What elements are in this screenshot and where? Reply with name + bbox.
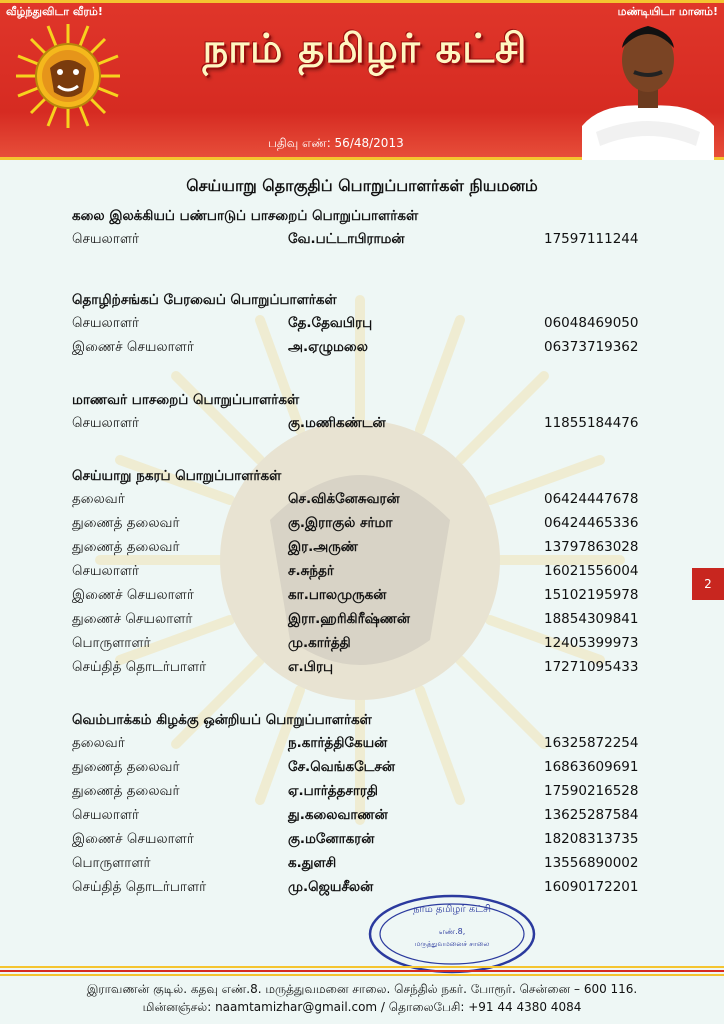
stamp-line-2: மருத்துவமனைச் சாலை xyxy=(414,940,490,948)
list-item xyxy=(72,731,652,755)
person-name: க.துளசி xyxy=(288,855,337,871)
role-label: செயலாளர் xyxy=(72,807,140,823)
role-label: துணைத் தலைவர் xyxy=(72,539,180,555)
role-label: தலைவர் xyxy=(72,735,125,751)
list-item xyxy=(72,559,652,583)
slogan-left: வீழ்ந்துவிடா வீரம்! xyxy=(6,5,103,18)
party-name-title: நாம் தமிழர் கட்சி xyxy=(202,26,528,72)
role-label: இணைச் செயலாளர் xyxy=(72,831,194,847)
list-item xyxy=(72,803,652,827)
section-title: தொழிற்சங்கப் பேரவைப் பொறுப்பாளர்கள் xyxy=(72,292,337,308)
phone-number: 16863609691 xyxy=(544,759,639,775)
appointments-list xyxy=(72,205,652,899)
phone-number: 06424465336 xyxy=(544,515,639,531)
phone-number: 17271095433 xyxy=(544,659,639,675)
phone-number: 06373719362 xyxy=(544,339,639,355)
list-item xyxy=(72,583,652,607)
phone-number: 17597111244 xyxy=(544,231,639,247)
list-item xyxy=(72,487,652,511)
phone-number: 18854309841 xyxy=(544,611,639,627)
section-students xyxy=(72,389,652,435)
person-name: மு.கார்த்தி xyxy=(288,635,351,651)
list-item xyxy=(72,335,652,359)
section-title: மாணவர் பாசறைப் பொறுப்பாளர்கள் xyxy=(72,392,300,408)
list-item xyxy=(72,827,652,851)
role-label: துணைத் தலைவர் xyxy=(72,783,180,799)
list-item xyxy=(72,411,652,435)
phone-number: 18208313735 xyxy=(544,831,639,847)
role-label: துணைச் செயலாளர் xyxy=(72,611,193,627)
list-item xyxy=(72,655,652,679)
list-item xyxy=(72,851,652,875)
footer-address: இராவணன் குடில். கதவு எண்.8. மருத்துவமனை சாலை. செந்தில் நகர். போரூர். சென்னை – 600 116. xyxy=(86,982,638,996)
page-number-tab: 2 xyxy=(692,568,724,600)
phone-number: 06048469050 xyxy=(544,315,639,331)
list-item xyxy=(72,535,652,559)
phone-number: 11855184476 xyxy=(544,415,639,431)
person-name: இர.அருண் xyxy=(288,539,358,555)
role-label: செயலாளர் xyxy=(72,231,140,247)
slogan-right: மண்டியிடா மானம்! xyxy=(617,5,718,18)
person-name: எ.பிரபு xyxy=(288,659,333,675)
person-name: வே.பட்டாபிராமன் xyxy=(288,231,405,247)
list-item xyxy=(72,631,652,655)
tiger-emblem-icon xyxy=(14,22,122,130)
person-name: கு.மணிகண்டன் xyxy=(288,415,386,431)
phone-number: 16325872254 xyxy=(544,735,639,751)
phone-number: 13556890002 xyxy=(544,855,639,871)
section-title: வெம்பாக்கம் கிழக்கு ஒன்றியப் பொறுப்பாளர்கள் xyxy=(72,712,372,728)
footer-contact: மின்னஞ்சல்: naamtamizhar@gmail.com / தொலைபேசி: +91 44 4380 4084 xyxy=(142,1000,582,1014)
section-vembakkam-east xyxy=(72,709,652,899)
person-name: கா.பாலமுருகன் xyxy=(288,587,387,603)
person-name: ஏ.பார்த்தசாரதி xyxy=(288,783,378,799)
role-label: இணைச் செயலாளர் xyxy=(72,339,194,355)
role-label: செயலாளர் xyxy=(72,415,140,431)
role-label: துணைத் தலைவர் xyxy=(72,759,180,775)
section-title: கலை இலக்கியப் பண்பாடுப் பாசறைப் பொறுப்பாளர்கள் xyxy=(72,208,419,224)
registration-number: பதிவு எண்: 56/48/2013 xyxy=(268,136,404,150)
role-label: செய்தித் தொடர்பாளர் xyxy=(72,659,207,675)
section-arts xyxy=(72,205,652,251)
header-banner xyxy=(0,0,724,160)
section-title: செய்யாறு நகரப் பொறுப்பாளர்கள் xyxy=(72,468,282,484)
phone-number: 15102195978 xyxy=(544,587,639,603)
official-stamp xyxy=(366,892,538,976)
phone-number: 16021556004 xyxy=(544,563,639,579)
phone-number: 16090172201 xyxy=(544,879,639,895)
role-label: பொருளாளர் xyxy=(72,635,151,651)
person-name: மு.ஜெயசீலன் xyxy=(288,879,374,895)
list-item xyxy=(72,607,652,631)
role-label: துணைத் தலைவர் xyxy=(72,515,180,531)
phone-number: 12405399973 xyxy=(544,635,639,651)
stamp-line-1: எண்.8, xyxy=(438,927,466,936)
phone-number: 17590216528 xyxy=(544,783,639,799)
role-label: பொருளாளர் xyxy=(72,855,151,871)
section-town xyxy=(72,465,652,679)
stamp-top-text: நாம் தமிழர் கட்சி xyxy=(413,904,491,915)
list-item xyxy=(72,511,652,535)
person-name: அ.ஏழுமலை xyxy=(288,339,368,355)
header-top-stripe xyxy=(0,0,724,3)
footer-divider xyxy=(0,966,724,978)
list-item xyxy=(72,311,652,335)
list-item xyxy=(72,875,652,899)
person-name: இரா.ஹரிகிரீஷ்ணன் xyxy=(288,611,410,627)
footer xyxy=(0,980,724,1016)
person-name: ந.கார்த்திகேயன் xyxy=(288,735,388,751)
person-name: செ.விக்னேசுவரன் xyxy=(288,491,400,507)
leader-portrait xyxy=(582,14,714,160)
person-name: சே.வெங்கடேசன் xyxy=(288,759,395,775)
role-label: இணைச் செயலாளர் xyxy=(72,587,194,603)
phone-number: 06424447678 xyxy=(544,491,639,507)
list-item xyxy=(72,779,652,803)
list-item xyxy=(72,755,652,779)
person-name: கு.இராகுல் சர்மா xyxy=(288,515,393,531)
role-label: செய்தித் தொடர்பாளர் xyxy=(72,879,207,895)
list-item xyxy=(72,227,652,251)
role-label: செயலாளர் xyxy=(72,563,140,579)
role-label: செயலாளர் xyxy=(72,315,140,331)
person-name: ச.சுந்தர் xyxy=(288,563,334,579)
person-name: து.கலைவாணன் xyxy=(288,807,388,823)
section-trade-union xyxy=(72,289,652,359)
phone-number: 13625287584 xyxy=(544,807,639,823)
phone-number: 13797863028 xyxy=(544,539,639,555)
person-name: கு.மனோகரன் xyxy=(288,831,375,847)
person-name: தே.தேவபிரபு xyxy=(288,315,373,331)
document-title: செய்யாறு தொகுதிப் பொறுப்பாளர்கள் நியமனம் xyxy=(186,176,538,195)
role-label: தலைவர் xyxy=(72,491,125,507)
